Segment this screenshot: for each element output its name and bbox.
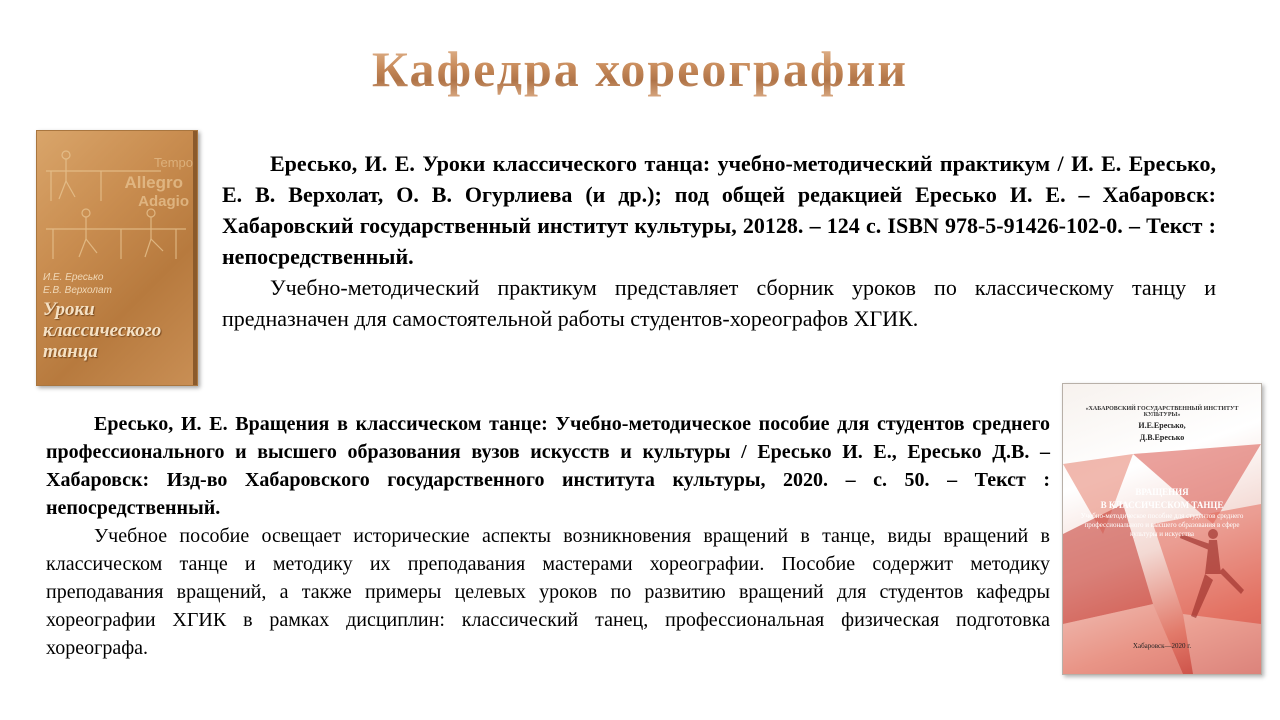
cover-word-adagio: Adagio <box>138 193 189 210</box>
book1-citation: Ересько, И. Е. Уроки классического танца: учебно-методический практикум / И. Е. Ересько, Е. В. Верхолат, О. В. Огурлиева (и др.); под общей редакцией Ересько И. Е. – Хабаровск: Хабаровский государственный институт культуры, 20128. – 124 с. ISBN 978-5-91426-102-0. – Текст : непосредственный. <box>222 151 1216 269</box>
cover-subtitle: Учебно-методическое пособие для студентов среднего профессионального и высшего образования в сфере культуры и искусства <box>1080 512 1244 538</box>
book1-description: Учебно-методический практикум представляет сборник уроков по классическому танцу и предназначен для самостоятельной работы студентов-хореографов ХГИК. <box>222 275 1216 331</box>
cover-spine <box>193 131 197 385</box>
book2-text-block <box>46 410 1050 662</box>
cover-city-year: Хабаровск—2020 г. <box>1132 642 1192 650</box>
cover-authors <box>1069 420 1255 444</box>
book-cover-rotations-in-classical-dance <box>1062 383 1262 675</box>
cover-word-tempo: Tempo <box>153 155 193 170</box>
book2-description: Учебное пособие освещает исторические аспекты возникновения вращений в танце, виды вращений в классическом танце и методику их преподавания мастерами хореографии. Пособие содержит методику преподавания вращений, а также примеры целевых уроков по развитию вращений для студентов кафедры хореографии ХГИК в рамках дисциплин: классический танец, профессиональная физическая подготовка хореографа. <box>46 525 1050 659</box>
cover-author-1: И.Е.Ересько, <box>1138 421 1186 430</box>
cover-authors <box>43 271 112 297</box>
book1-text-block <box>222 148 1216 334</box>
cover-author-2: Д.В.Ересько <box>1139 433 1185 442</box>
cover-title <box>1069 486 1255 512</box>
cover-title: Уроки классического танца <box>43 299 162 362</box>
cover-word-allegro: Allegro <box>124 173 183 192</box>
page-title: Кафедра хореографии <box>0 40 1280 98</box>
cover-title-line-1: ВРАЩЕНИЯ <box>1135 487 1189 497</box>
book2-citation: Ересько, И. Е. Вращения в классическом танце: Учебно-методическое пособие для студентов среднего профессионального и высшего образования вузов искусств и культуры / Ересько И. Е., Ересько Д.В. – Хабаровск: Изд-во Хабаровского государственного института культуры, 2020. – с. 50. – Текст : непосредственный. <box>46 413 1050 519</box>
book-cover-classical-dance-lessons <box>36 130 198 386</box>
cover-author-2: Е.В. Верхолат <box>43 285 112 296</box>
cover-institute: «ХАБАРОВСКИЙ ГОСУДАРСТВЕННЫЙ ИНСТИТУТ КУЛЬТУРЫ» <box>1085 406 1239 418</box>
cover-author-1: И.Е. Ересько <box>43 272 104 283</box>
cover-title-line-2: В КЛАССИЧЕСКОМ ТАНЦЕ <box>1100 500 1224 510</box>
